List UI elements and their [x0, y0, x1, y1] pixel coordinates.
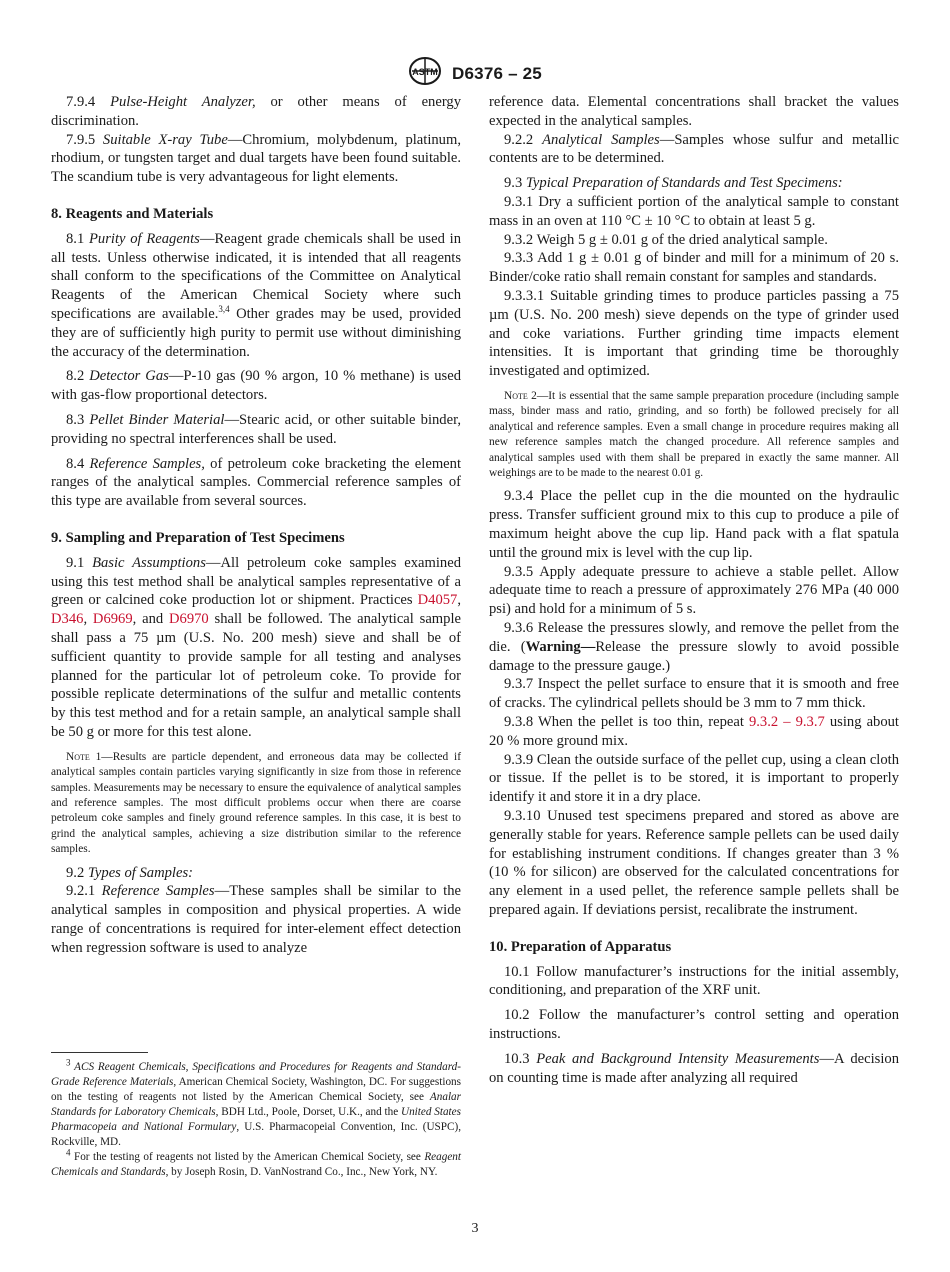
right-column	[489, 93, 899, 1087]
paragraph-8-4: 8.4 Reference Samples, of petroleum coke bracketing the element ranges of the analytical samples. Commercial reference samples of this type are available from several sources.	[51, 455, 461, 510]
paragraph-9-3-4: 9.3.4 Place the pellet cup in the die mounted on the hydraulic press. Transfer sufficient ground mix to this cup to produce a pile of maximum height above the cup lip. Hand pack with a flat spatula until the ground mix is level with the cup lip.	[489, 488, 899, 561]
paragraph-9-3-5: 9.3.5 Apply adequate pressure to achieve a stable pellet. Allow adequate time to reach a pressure of approximately 276 MPa (40 000 psi) and hold for a minimum of 5 s.	[489, 563, 899, 618]
footnote-3: $^3$ ACS Reagent Chemicals, Specifications and Procedures for Reagents and Standard-Grade Reference Materials, American Chemical Society, Washington, DC. For suggestions on the testing of reagents not listed by the American Chemical Society, see Analar Standards for Laboratory Chemicals, BDH Ltd., Poole, Dorset, U.K., and the United States Pharmacopeia and National Formulary, U.S. Pharmacopeial Convention, Inc. (USPC), Rockville, MD.	[51, 1057, 461, 1148]
paragraph-7-9-4: 7.9.4 Pulse-Height Analyzer, or other means of energy discrimination.	[51, 94, 462, 129]
link-d346[interactable]: D346	[51, 611, 84, 628]
paragraph-8-1: 8.1 Purity of Reagents—Reagent grade chemicals shall be used in all tests. Unless otherwise indicated, it is intended that all reagents shall conform to the specifications of the Committee on Analytical Reagents of the American Chemical Society where such specifications are available.$^{3,4}$ Other grades may be used, provided they are of sufficiently high purity to permit use without diminishing the accuracy of the determination.	[51, 230, 461, 360]
link-d6969[interactable]: D6969	[92, 611, 133, 628]
link-9-3-2-to-9-3-7[interactable]: 9.3.2 – 9.3.7	[748, 713, 825, 730]
warning-label: Warning—	[525, 638, 596, 655]
paragraph-9-3-9: 9.3.9 Clean the outside surface of the pellet cup, using a clean cloth or tissue. If the pellet is to be stored, it is important to properly identify it and store it in a dry place.	[489, 751, 899, 806]
page-header	[0, 56, 950, 91]
section-heading-9: 9. Sampling and Preparation of Test Specimens	[51, 529, 345, 546]
footnote-divider	[51, 1052, 148, 1053]
paragraph-9-3-6: 9.3.6 Release the pressures slowly, and remove the pellet from the die. (Warning—Release the pressure slowly to avoid possible damage to the pressure gauge.)	[489, 619, 899, 674]
link-d4057[interactable]: D4057	[417, 592, 458, 609]
document-code: D6376 – 25	[452, 63, 542, 83]
paragraph-9-2-1-continued: reference data. Elemental concentrations shall bracket the values expected in the analytical samples.	[489, 94, 899, 129]
note-1: Note 1—Results are particle dependent, and erroneous data may be collected if analytical samples contain particles varying significantly in size from those in reference samples. Measurements may be necessary to ensure the equivalence of analytical samples and reference samples. The most difficult problems occur when there are coarse petroleum coke samples and finely ground reference samples. In this case, it is best to grind the analytical samples, achieving a size distribution similar to the reference samples.	[51, 750, 461, 856]
paragraph-9-3-1: 9.3.1 Dry a sufficient portion of the analytical sample to constant mass in an oven at 110 °C ± 10 °C to obtain at least 5 g.	[489, 193, 899, 229]
paragraph-9-1: 9.1 Basic Assumptions—All petroleum coke samples examined using this test method shall be analytical samples representative of a green or calcined coke production lot or shipment. Practices D4057, D346, D6969, and D6970 shall be followed. The analytical sample shall pass a 75 µm (U.S. No. 200 mesh) sieve and shall be of sufficient quantity to provide sample for all testing and analyses planned for the particular lot of petroleum coke. To provide for possible replicate determinations of the sulfur and metallic contents by this test method and for a retain sample, an analytical sample shall be 50 g or more for this test alone.	[51, 554, 461, 740]
paragraph-10-1: 10.1 Follow manufacturer’s instructions for the initial assembly, conditioning, and preparation of the XRF unit.	[489, 963, 899, 999]
paragraph-7-9-5: 7.9.5 Suitable X-ray Tube—Chromium, molybdenum, platinum, rhodium, or tungsten target and dual targets have been found suitable. The scandium tube is very advantageous for light elements.	[51, 131, 461, 186]
paragraph-9-2-2: 9.2.2 Analytical Samples—Samples whose sulfur and metallic contents are to be determined.	[489, 131, 899, 167]
paragraph-9-2-1: 9.2.1 Reference Samples—These samples shall be similar to the analytical samples in composition and physical properties. A wide range of concentrations is required for inter-element effect detection when regression software is used to analyze	[51, 883, 461, 956]
section-heading-10: 10. Preparation of Apparatus	[489, 938, 672, 955]
paragraph-9-2: 9.2 Types of Samples:	[66, 864, 194, 881]
left-column	[51, 93, 461, 958]
section-heading-8: 8. Reagents and Materials	[51, 205, 214, 222]
footnote-ref: 3,4	[218, 304, 230, 315]
link-d6970[interactable]: D6970	[169, 611, 209, 628]
paragraph-9-3: 9.3 Typical Preparation of Standards and Test Specimens:	[504, 175, 843, 192]
paragraph-10-3: 10.3 Peak and Background Intensity Measurements—A decision on counting time is made after analyzing all required	[489, 1050, 900, 1086]
svg-text:ASTM: ASTM	[412, 67, 438, 77]
astm-logo-icon	[408, 56, 442, 91]
paragraph-8-2: 8.2 Detector Gas—P-10 gas (90 % argon, 10 % methane) is used with gas-flow proportional detectors.	[51, 368, 462, 404]
paragraph-9-3-10: 9.3.10 Unused test specimens prepared and stored as above are generally stable for years. Reference sample pellets can be used daily for establishing instrument conditions. If changes greater than 3 % (10 % for silicon) are observed for the calculated concentrations for any element in a used pellet, the reference sample pellets shall be prepared again. If deviations persist, recalibrate the instrument.	[489, 807, 899, 918]
footnotes	[51, 1057, 461, 1180]
paragraph-9-3-7: 9.3.7 Inspect the pellet surface to ensure that it is smooth and free of cracks. The cylindrical pellets should be 3 mm to 7 mm thick.	[489, 676, 899, 712]
paragraph-9-3-8: 9.3.8 When the pellet is too thin, repeat 9.3.2 – 9.3.7 using about 20 % more ground mix.	[489, 713, 899, 749]
paragraph-9-3-3: 9.3.3 Add 1 g ± 0.01 g of binder and mill for a minimum of 20 s. Binder/coke ratio shall remain constant for samples and standards.	[489, 250, 899, 286]
paragraph-8-3: 8.3 Pellet Binder Material—Stearic acid, or other suitable binder, providing no spectral interferences shall be used.	[51, 411, 462, 447]
paragraph-9-3-3-1: 9.3.3.1 Suitable grinding times to produce particles passing a 75 µm (U.S. No. 200 mesh) sieve depends on the type of grinder used and coke variations. Further grinding time impacts element intensities. It is important that grinding time be thoroughly investigated and optimized.	[489, 287, 899, 380]
page-number: 3	[471, 1221, 479, 1236]
paragraph-10-2: 10.2 Follow the manufacturer’s control setting and operation instructions.	[489, 1007, 899, 1042]
note-2: Note 2—It is essential that the same sample preparation procedure (including sample mass, binder mass and ratio, grinding, and so forth) be followed precisely for all analytical and reference samples. Even a small change in procedure requires making all new reference samples match the changed procedure. All reference samples and analytical samples used with them shall be prepared in exactly the same manner. All weighings are to be made to the nearest 0.01 g.	[489, 389, 899, 479]
paragraph-9-3-2: 9.3.2 Weigh 5 g ± 0.01 g of the dried analytical sample.	[504, 231, 828, 248]
footnote-4: $^4$ For the testing of reagents not listed by the American Chemical Society, see Reagent Chemicals and Standards, by Joseph Rosin, D. VanNostrand Co., Inc., New York, NY.	[51, 1147, 461, 1178]
